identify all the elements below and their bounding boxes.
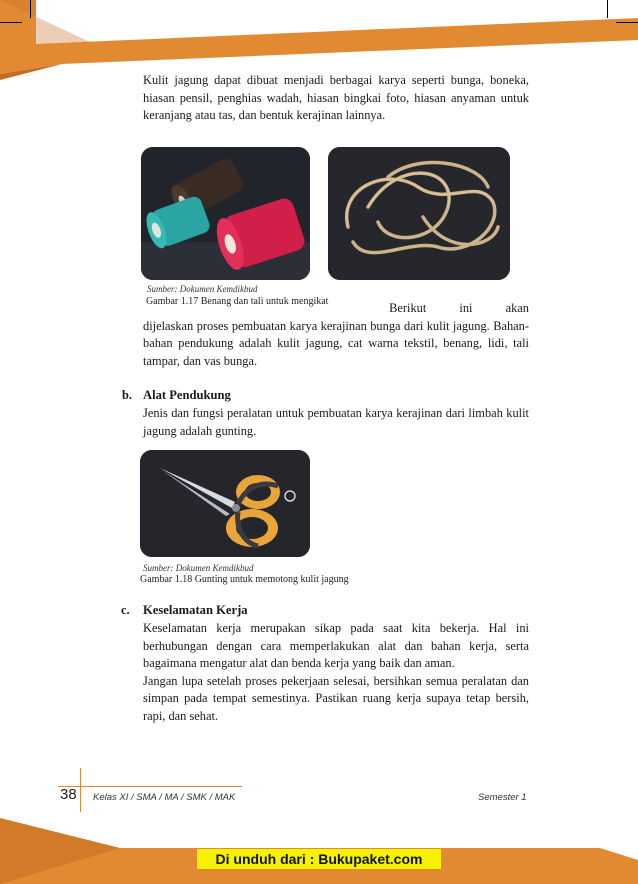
figure-1-17-source: Sumber: Dokumen Kemdikbud (147, 284, 258, 294)
footer-rule (58, 786, 242, 787)
section-c-title: Keselamatan Kerja (143, 603, 248, 617)
section-c-body (143, 620, 529, 726)
section-b-label: b. (122, 388, 132, 402)
figure-1-18-source: Sumber: Dokumen Kemdikbud (143, 563, 254, 573)
crop-mark (30, 0, 31, 18)
intro-paragraph: Kulit jagung dapat dibuat menjadi berbagai karya seperti bunga, boneka, hiasan pensil, penghias wadah, hiasan bingkai foto, hiasan anyaman untuk keranjang atau tas, dan bentuk kerajinan lainnya. (143, 73, 529, 123)
section-c-body-1: Keselamatan kerja merupakan sikap pada saat kita bekerja. Hal ini berhubungan dengan cara memperlakukan alat dan bahan kerja, serta bagaimana mengatur alat dan benda kerja yang baik dan aman. (143, 621, 529, 671)
section-c-label: c. (121, 603, 130, 617)
figure-1-17-caption: Gambar 1.17 Benang dan tali untuk mengikat (146, 296, 329, 307)
footer-course: Kelas XI / SMA / MA / SMK / MAK (93, 792, 236, 803)
figure-1-18-caption: Gambar 1.18 Gunting untuk memotong kulit jagung (140, 574, 349, 585)
section-b-title: Alat Pendukung (143, 388, 231, 402)
footer-banner (0, 808, 638, 884)
header-banner (0, 0, 638, 80)
page-number: 38 (60, 786, 77, 803)
download-banner[interactable]: Di unduh dari : Bukupaket.com (197, 849, 441, 869)
crop-mark (607, 0, 608, 18)
bahan-paragraph-body: dijelaskan proses pembuatan karya kerajinan bunga dari kulit jagung. Bahan-bahan pendukung adalah kulit jagung, cat warna tekstil, benang, lidi, tali tampar, dan vas bunga. (143, 318, 529, 368)
bahan-paragraph (143, 300, 529, 370)
thread-spools-photo (141, 147, 310, 280)
bahan-paragraph-line1: Berikut ini akan (389, 301, 529, 315)
footer-semester: Semester 1 (478, 792, 527, 803)
crop-mark (0, 22, 22, 23)
section-c-body-2: Jangan lupa setelah proses pekerjaan selesai, bersihkan semua peralatan dan simpan pada tempat semestinya. Pastikan ruang kerja supaya tetap bersih, rapi, dan sehat. (143, 673, 529, 723)
rope-coil-photo (328, 147, 510, 280)
scissors-photo (140, 450, 310, 557)
section-b-body: Jenis dan fungsi peralatan untuk pembuatan karya kerajinan dari limbah kulit jagung adalah gunting. (143, 406, 529, 438)
footer-vrule (80, 768, 81, 812)
crop-mark (616, 22, 638, 23)
